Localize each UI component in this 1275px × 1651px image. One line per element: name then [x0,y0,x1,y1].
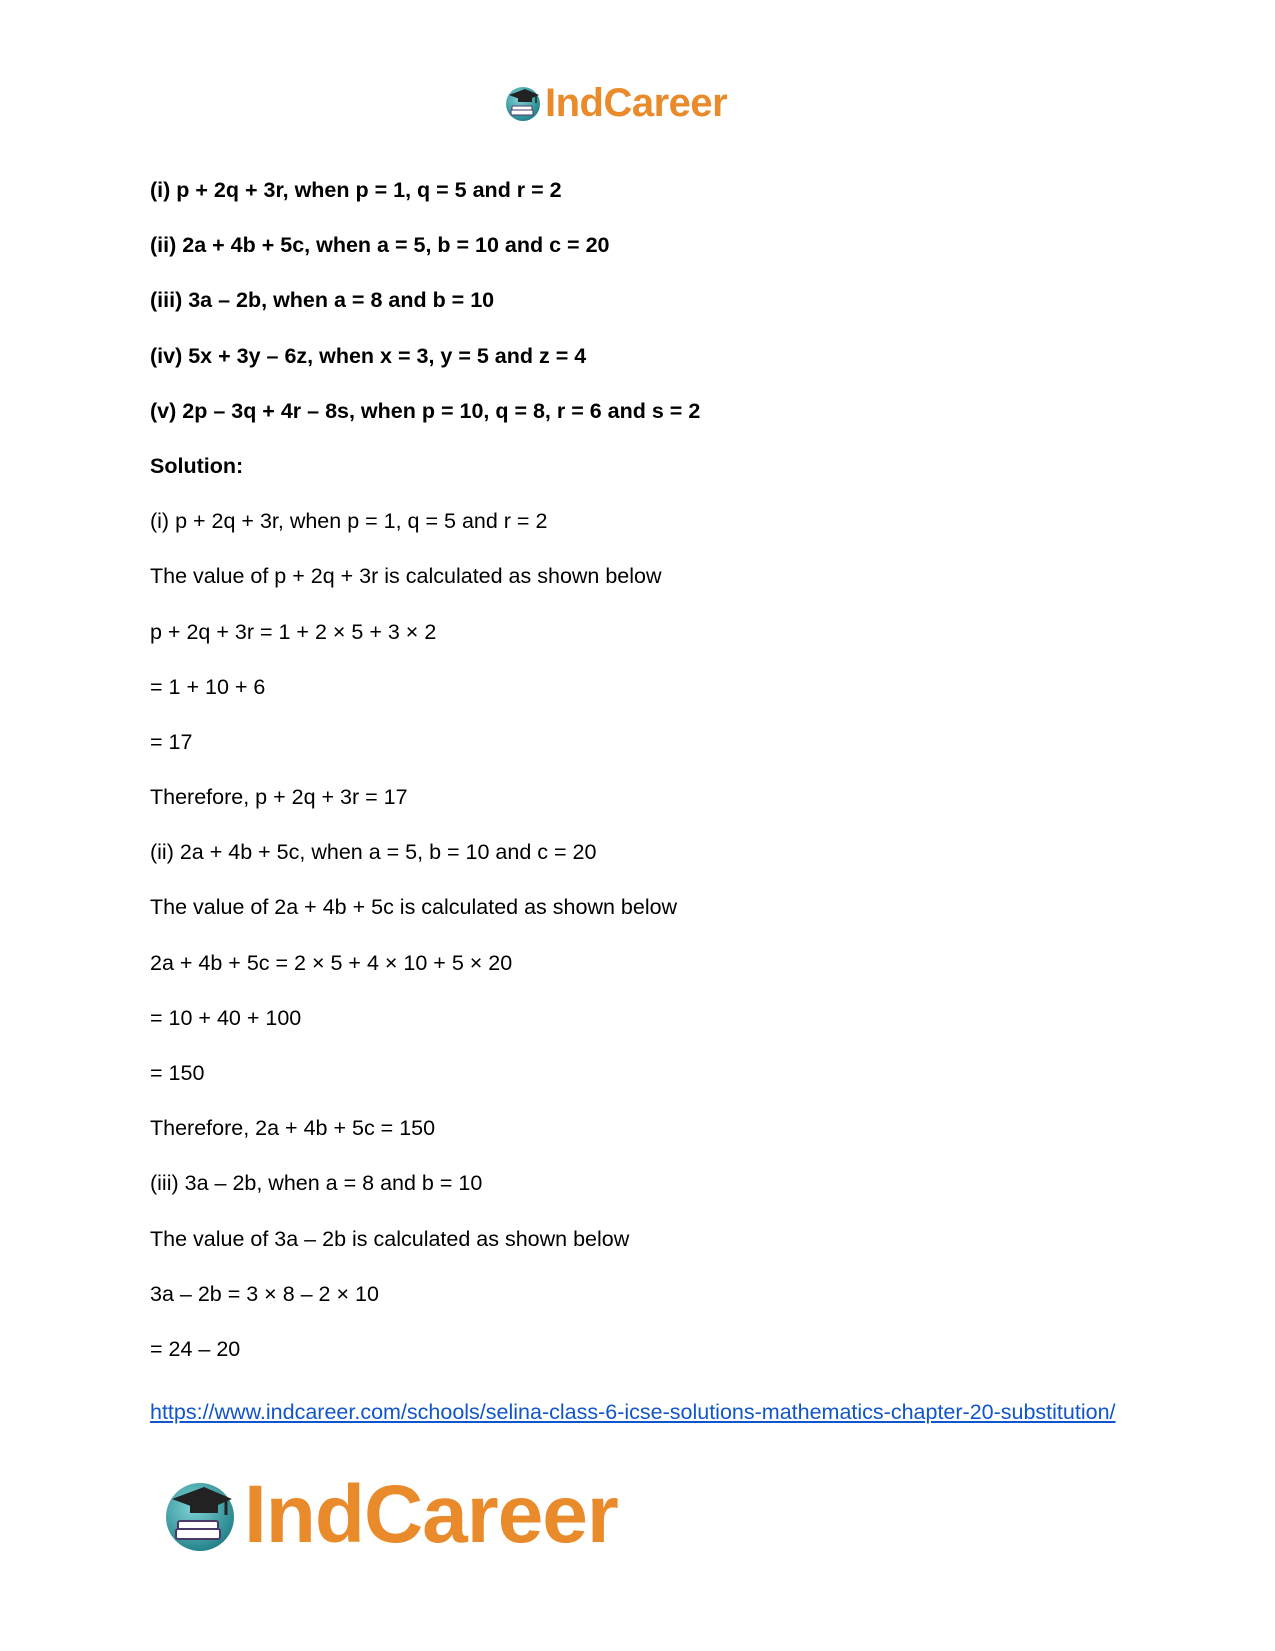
solution-line: = 10 + 40 + 100 [150,1005,302,1030]
footer-logo [160,1470,618,1560]
solution-line: = 24 – 20 [150,1336,241,1361]
solution-line: = 150 [150,1061,205,1085]
solution-line: = 17 [150,729,193,754]
graduation-cap-globe-icon [503,83,543,123]
header-logo-text: IndCareer [545,81,728,125]
solution-line: = 1 + 10 + 6 [150,674,266,699]
solution-line: 3a – 2b = 3 × 8 – 2 × 10 [150,1281,379,1306]
graduation-cap-globe-icon [160,1475,240,1555]
solution-heading: Solution: [150,453,244,478]
solution-line: (i) p + 2q + 3r, when p = 1, q = 5 and r = 2 [150,509,548,534]
question-4: (iv) 5x + 3y – 6z, when x = 3, y = 5 and z = 4 [150,343,587,368]
question-1: (i) p + 2q + 3r, when p = 1, q = 5 and r = 2 [150,178,562,202]
solution-line: Therefore, 2a + 4b + 5c = 150 [150,1116,436,1141]
document-body [150,178,1140,1392]
solution-line: Therefore, p + 2q + 3r = 17 [150,785,408,810]
question-5: (v) 2p – 3q + 4r – 8s, when p = 10, q = 8, r = 6 and s = 2 [150,398,701,423]
footer-logo-text: IndCareer [244,1469,618,1560]
source-link[interactable]: https://www.indcareer.com/schools/selina-class-6-icse-solutions-mathematics-chapter-20-substitution/ [150,1400,1116,1424]
solution-line: The value of 3a – 2b is calculated as shown below [150,1226,630,1251]
question-2: (ii) 2a + 4b + 5c, when a = 5, b = 10 and c = 20 [150,233,610,258]
solution-line: 2a + 4b + 5c = 2 × 5 + 4 × 10 + 5 × 20 [150,950,513,975]
header-logo [503,80,727,126]
solution-line: p + 2q + 3r = 1 + 2 × 5 + 3 × 2 [150,619,437,644]
solution-line: (ii) 2a + 4b + 5c, when a = 5, b = 10 and c = 20 [150,840,597,865]
solution-line: The value of 2a + 4b + 5c is calculated as shown below [150,895,678,920]
solution-line: (iii) 3a – 2b, when a = 8 and b = 10 [150,1171,483,1196]
solution-line: The value of p + 2q + 3r is calculated as shown below [150,564,662,589]
question-3: (iii) 3a – 2b, when a = 8 and b = 10 [150,288,495,313]
